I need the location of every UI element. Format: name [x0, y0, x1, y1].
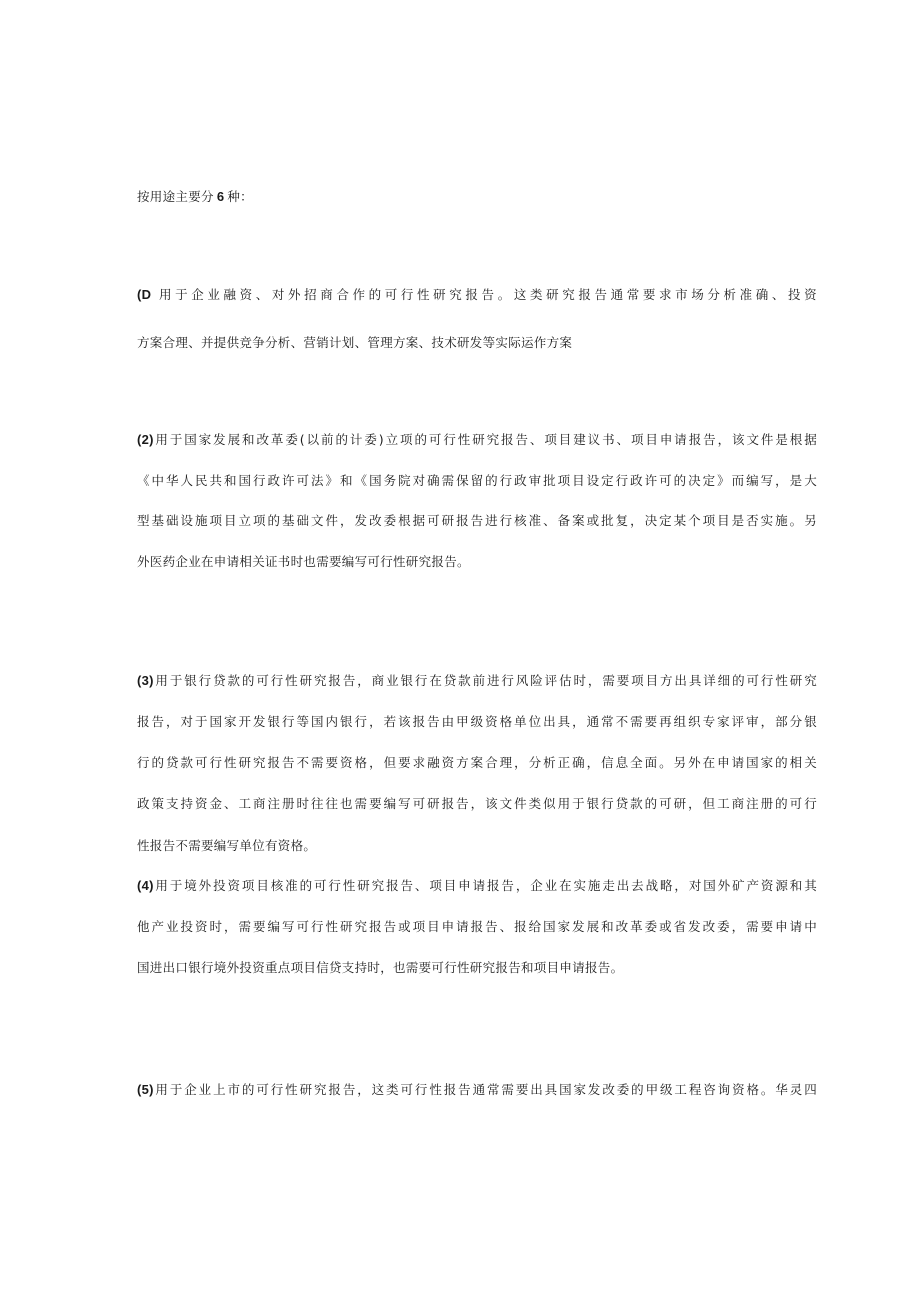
section-2-line-3 [137, 512, 817, 530]
section-3-line-5 [137, 837, 817, 855]
section-2-line-1 [137, 431, 817, 449]
section-4-text-3: 国进出口银行境外投资重点项目信贷支持时，也需要可行性研究报告和项目申请报告。 [137, 960, 624, 975]
section-4-marker: (4) [137, 878, 154, 893]
section-2-marker: (2) [137, 432, 154, 447]
section-4-line-1 [137, 877, 817, 895]
intro-count: 6 [216, 189, 225, 204]
intro-prefix: 按用途主要分 [137, 189, 214, 204]
section-1-line-1 [137, 286, 817, 304]
section-5-line-1 [137, 1081, 817, 1099]
section-2-text-2: 《中华人民共和国行政许可法》和《国务院对确需保留的行政审批项目设定行政许可的决定》而编写，是大 [137, 473, 817, 488]
section-1-text-1: 用于企业融资、对外招商合作的可行性研究报告。这类研究报告通常要求市场分析准确、投资 [158, 287, 817, 302]
section-4-text-2: 他产业投资时，需要编写可行性研究报告或项目申请报告、报给国家发展和改革委或省发改委，需要申请中 [137, 919, 817, 934]
section-2-line-4 [137, 553, 817, 571]
section-3-line-2 [137, 713, 817, 731]
section-2-line-2 [137, 472, 817, 490]
section-1-line-2 [137, 334, 817, 352]
intro-line [137, 188, 817, 206]
section-4-line-2 [137, 918, 817, 936]
section-3-text-5: 性报告不需要编写单位有资格。 [137, 838, 317, 853]
section-1-text-2: 方案合理、并提供竞争分析、营销计划、管理方案、技术研发等实际运作方案 [137, 335, 573, 350]
section-4-line-3 [137, 959, 817, 977]
section-1-marker: (D [137, 287, 152, 302]
section-5-marker: (5) [137, 1082, 154, 1097]
intro-suffix: 种： [227, 189, 253, 204]
section-5-text-1: 用于企业上市的可行性研究报告，这类可行性报告通常需要出具国家发改委的甲级工程咨询资格。华灵四 [153, 1082, 817, 1097]
section-3-text-1: 用于银行贷款的可行性研究报告，商业银行在贷款前进行风险评估时，需要项目方出具详细的可行性研究 [153, 673, 817, 688]
section-3-text-3: 行的贷款可行性研究报告不需要资格，但要求融资方案合理，分析正确，信息全面。另外在申请国家的相关 [137, 755, 817, 770]
section-3-text-2: 报告，对于国家开发银行等国内银行，若该报告由甲级资格单位出具，通常不需要再组织专家评审，部分银 [137, 714, 817, 729]
section-3-line-1 [137, 672, 817, 690]
section-2-text-1: 用于国家发展和改革委(以前的计委)立项的可行性研究报告、项目建议书、项目申请报告，该文件是根据 [153, 432, 817, 447]
section-2-text-4: 外医药企业在申请相关证书时也需要编写可行性研究报告。 [137, 554, 470, 569]
section-3-line-3 [137, 754, 817, 772]
section-4-text-1: 用于境外投资项目核准的可行性研究报告、项目申请报告，企业在实施走出去战略，对国外矿产资源和其 [153, 878, 817, 893]
section-3-line-4 [137, 795, 817, 813]
section-3-text-4: 政策支持资金、工商注册时往往也需要编写可研报告，该文件类似用于银行贷款的可研，但工商注册的可行 [137, 796, 817, 811]
section-3-marker: (3) [137, 673, 154, 688]
section-2-text-3: 型基础设施项目立项的基础文件，发改委根据可研报告进行核准、备案或批复，决定某个项目是否实施。另 [137, 513, 817, 528]
